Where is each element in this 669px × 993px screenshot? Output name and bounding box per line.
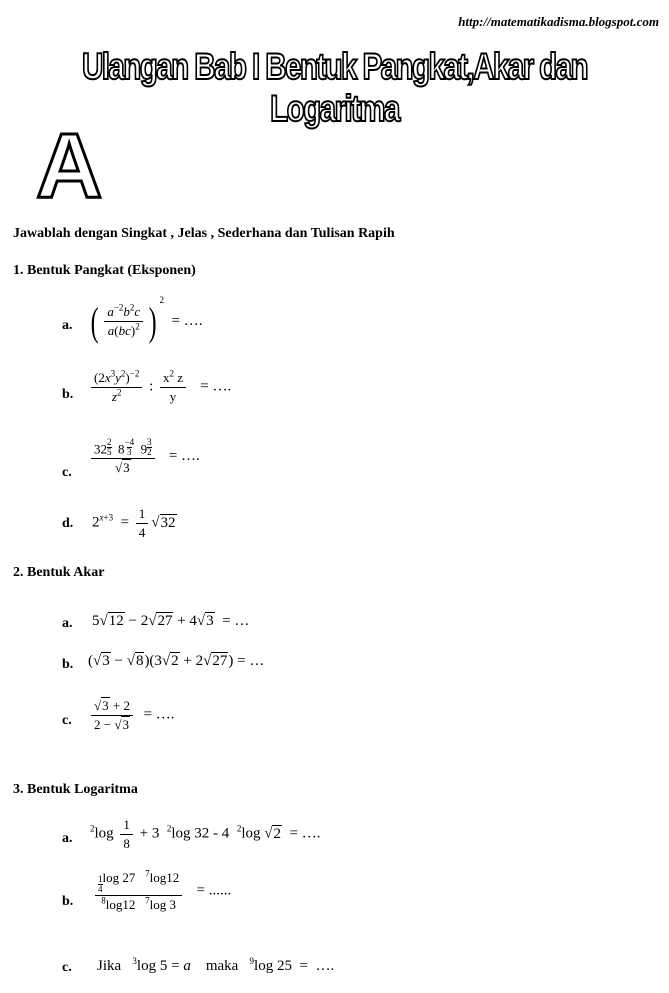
section-2-title: 2. Bentuk Akar bbox=[13, 565, 105, 580]
page-title: Ulangan Bab I Bentuk Pangkat,Akar dan Logaritma bbox=[82, 46, 587, 129]
instructions: Jawablah dengan Singkat , Jelas , Sederhana dan Tulisan Rapih bbox=[13, 226, 395, 241]
item-3a-label: a. bbox=[62, 831, 73, 846]
item-2c-expression: $\frac{√3 + 2}{2 - √3}$ = …. bbox=[88, 698, 174, 732]
item-1d-label: d. bbox=[62, 516, 74, 531]
item-2a-expression: 5√12 − 2√27 + 4√3 = … bbox=[92, 613, 250, 629]
item-3b-label: b. bbox=[62, 894, 74, 909]
paper-code: A bbox=[36, 115, 103, 217]
section-3-title: 3. Bentuk Logaritma bbox=[13, 782, 138, 797]
item-3c-expression: Jika $^3$log 5 = a maka $^9$log 25 = …. bbox=[97, 956, 335, 974]
item-1c-expression: 32 $\frac{2}{5}$ 8 $\frac{-4}{3}$ 9 $\frac{3}{2}$ √3 = …. bbox=[88, 438, 200, 476]
section-1-title: 1. Bentuk Pangkat (Eksponen) bbox=[13, 263, 196, 278]
item-1a-label: a. bbox=[62, 318, 73, 333]
item-2a-label: a. bbox=[62, 616, 73, 631]
item-2b-label: b. bbox=[62, 657, 74, 672]
blog-url: http://matematikadisma.blogspot.com bbox=[458, 14, 659, 29]
item-3c-label: c. bbox=[62, 960, 72, 975]
item-2c-label: c. bbox=[62, 713, 72, 728]
item-3b-expression: $\frac{1}{4}$ log 27 $^7$log12 $^8$log12 $^7$log 3 = ...... bbox=[92, 870, 231, 913]
item-3a-expression: $^2$log $\frac{1}{8}$ + 3 $^2$log 32 - 4 $^2$log √2 = …. bbox=[90, 817, 321, 851]
item-1d-expression: $2^{x+3}$ = $\frac{1}{4}$ √32 bbox=[92, 506, 176, 540]
item-1a-expression: ( $\frac{a^{-2}b^2c}{a(bc)^2}$ ) $^2$ = …. bbox=[90, 295, 203, 344]
item-2b-expression: (√3 − √8)(3√2 + 2√27) = … bbox=[88, 653, 265, 669]
item-1b-expression: $\frac{(2x^3y^2)^{-2}}{z^2}$ : $\frac{x^2 z}{y}$ = …. bbox=[88, 370, 231, 404]
item-1b-label: b. bbox=[62, 387, 74, 402]
item-1c-label: c. bbox=[62, 465, 72, 480]
